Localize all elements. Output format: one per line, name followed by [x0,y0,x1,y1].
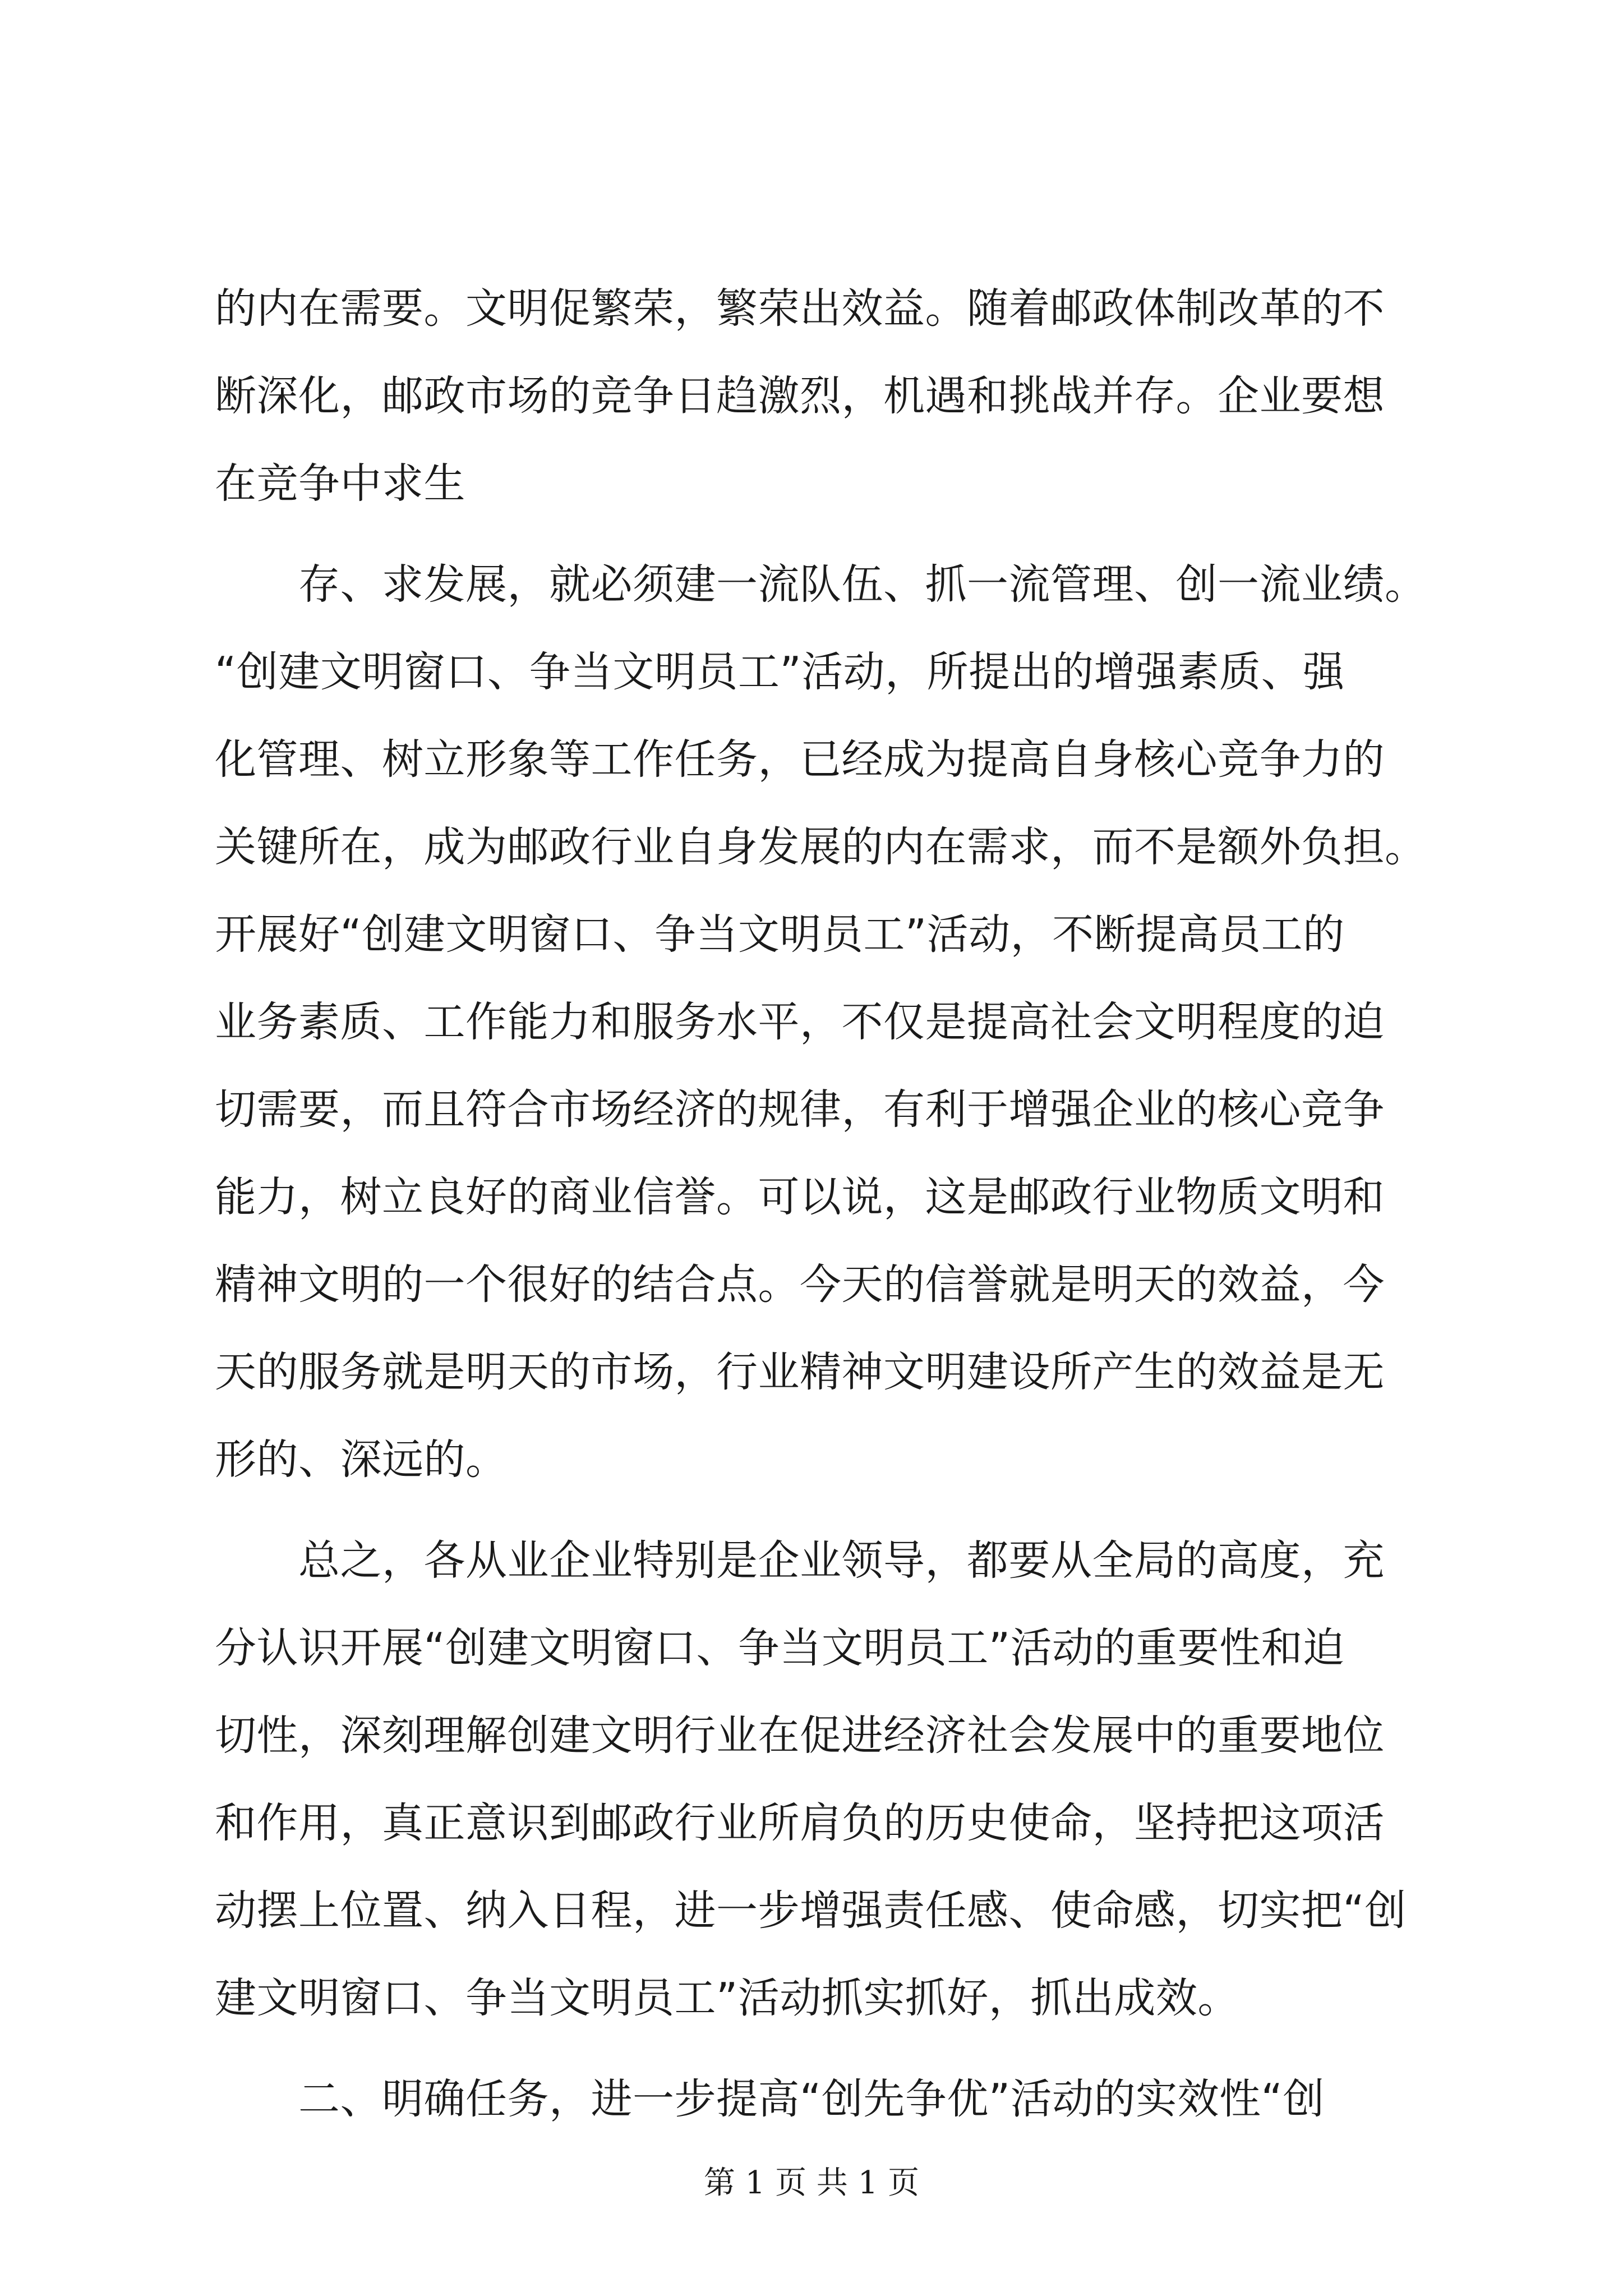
text-line: 分认识开展“创建文明窗口、争当文明员工”活动的重要性和迫 [215,1624,1345,1672]
text-line: 关键所在，成为邮政行业自身发展的内在需求，而不是额外负担。 [215,823,1427,871]
text-line: 存、求发展，就必须建一流队伍、抓一流管理、创一流业绩。 [215,560,1427,609]
text-line: 化管理、树立形象等工作任务，已经成为提高自身核心竞争力的 [215,735,1385,784]
text-line: 开展好“创建文明窗口、争当文明员工”活动，不断提高员工的 [215,910,1345,959]
text-line: 业务素质、工作能力和服务水平，不仅是提高社会文明程度的迫 [215,998,1385,1046]
text-line: 总之，各从业企业特别是企业领导，都要从全局的高度，充 [215,1536,1385,1585]
text-line: 二、明确任务，进一步提高“创先争优”活动的实效性“创 [215,2075,1325,2123]
text-line: 切需要，而且符合市场经济的规律，有利于增强企业的核心竞争 [215,1085,1385,1134]
text-line: 的内在需要。文明促繁荣，繁荣出效益。随着邮政体制改革的不 [215,284,1385,333]
text-line: 断深化，邮政市场的竞争日趋激烈，机遇和挑战并存。企业要想 [215,372,1385,420]
text-line: 能力，树立良好的商业信誉。可以说，这是邮政行业物质文明和 [215,1173,1385,1221]
text-line: 天的服务就是明天的市场，行业精神文明建设所产生的效益是无 [215,1348,1385,1396]
text-line: “创建文明窗口、争当文明员工”活动，所提出的增强素质、强 [215,648,1345,696]
text-line: 切性，深刻理解创建文明行业在促进经济社会发展中的重要地位 [215,1711,1385,1760]
text-line: 和作用，真正意识到邮政行业所肩负的历史使命，坚持把这项活 [215,1799,1385,1847]
text-line: 动摆上位置、纳入日程，进一步增强责任感、使命感，切实把“创 [215,1887,1407,1935]
text-line: 形的、深远的。 [215,1435,508,1484]
text-line: 建文明窗口、争当文明员工”活动抓实抓好，抓出成效。 [215,1974,1239,2022]
page-number-footer: 第 1 页 共 1 页 [703,2165,920,2201]
text-line: 精神文明的一个很好的结合点。今天的信誉就是明天的效益，今 [215,1260,1385,1309]
text-line: 在竞争中求生 [215,459,465,508]
